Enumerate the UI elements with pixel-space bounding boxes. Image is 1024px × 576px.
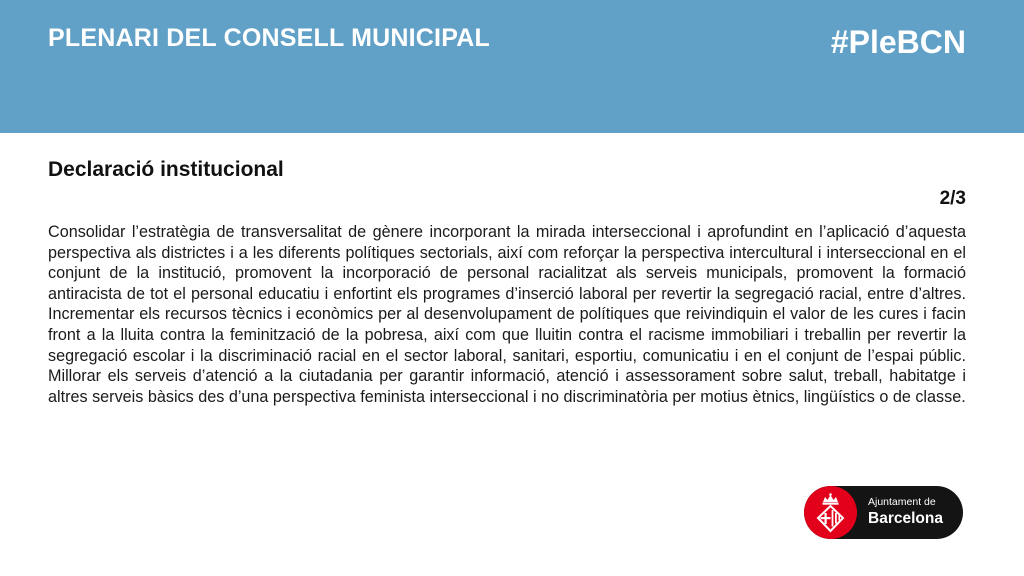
header-banner (0, 0, 1024, 133)
logo-text (868, 496, 943, 528)
banner-title: PLENARI DEL CONSELL MUNICIPAL (48, 24, 490, 52)
logo-line-1: Ajuntament de (868, 496, 936, 508)
seal (804, 486, 857, 539)
page-indicator: 2/3 (939, 188, 966, 209)
ajuntament-logo (804, 486, 963, 539)
declaration-text: Consolidar l’estratègia de transversalitat de gènere incorporant la mirada interseccional i aprofundint en l’aplicació d’aquesta perspectiva als districtes i a les diferents polítiques sectorials, així com reforçar la perspectiva intercultural i interseccional en el conjunt de la institució, promovent la incorporació de personal racialitzat als serveis municipals, promovent la formació antiracista de tot el personal educatiu i enfortint els programes d’inserció laboral per revertir la segregació racial, entre d’altres. Incrementar els recursos tècnics i econòmics per al desenvolupament de polítiques que reivindiquin el valor de les cures i facin front a la lluita contra la feminització de la pobresa, així com que lluitin contra el racisme immobiliari i treballin per revertir la segregació escolar i la discriminació racial en el sector laboral, sanitari, esportiu, comunicatiu i en el conjunt de l’espai públic. Millorar els serveis d’atenció a la ciutadania per garantir informació, atenció i assessorament sobre salut, treball, habitatge i altres serveis bàsics des d’una perspectiva feminista interseccional i no discriminatòria per motius ètnics, lingüístics o de classe. (48, 223, 966, 406)
logo-line-2: Barcelona (868, 510, 943, 527)
barcelona-coat-of-arms-icon (804, 486, 857, 539)
section-title: Declaració institucional (48, 158, 284, 181)
hashtag: #PleBCN (830, 24, 966, 60)
